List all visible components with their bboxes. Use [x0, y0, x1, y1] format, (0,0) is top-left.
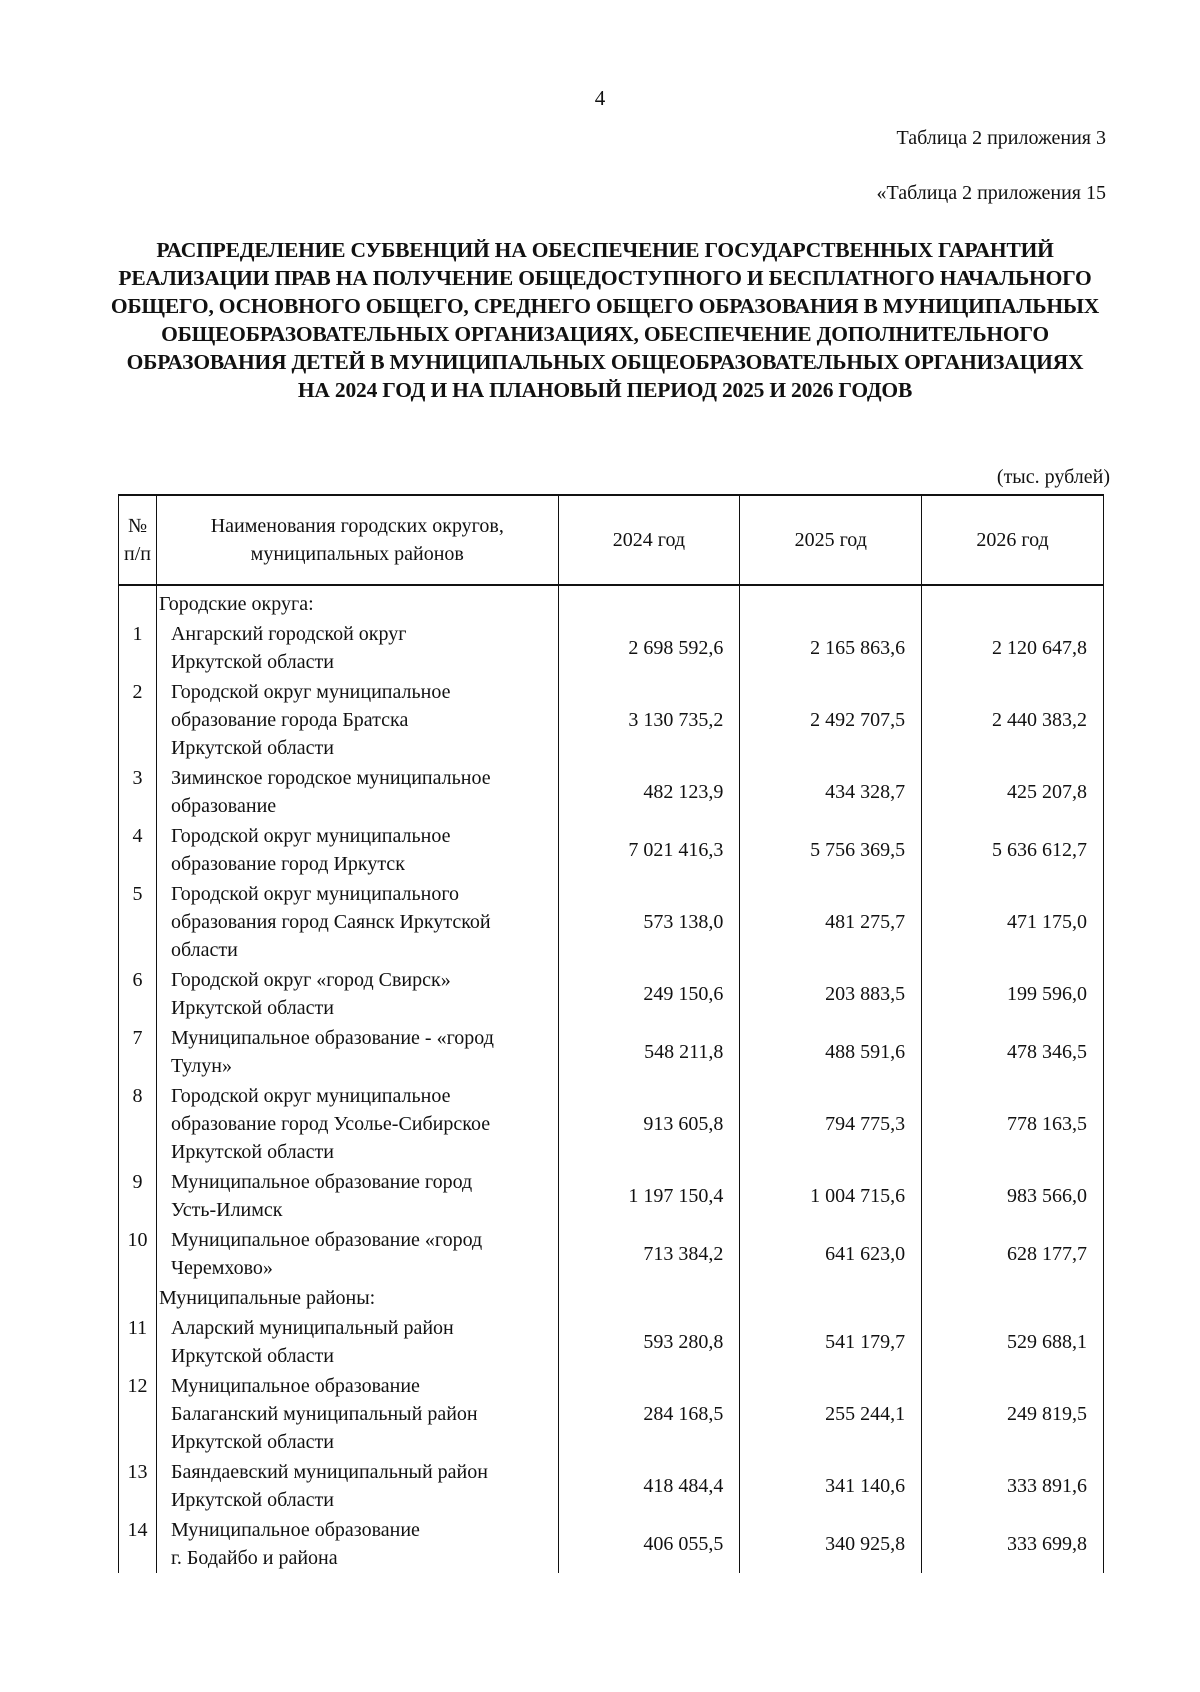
row-name-line: Ангарский городской округ: [170, 623, 407, 645]
row-name-line: образование города Братска: [170, 709, 409, 731]
row-number: 6: [119, 965, 157, 1023]
value-2025: 481 275,7: [740, 879, 922, 965]
row-name-line: Аларский муниципальный район: [170, 1317, 454, 1339]
column-header-name-line2: муниципальных районов: [250, 543, 464, 565]
table-row: [119, 619, 1104, 677]
value-2026: 478 346,5: [922, 1023, 1104, 1081]
table-row: [119, 1225, 1104, 1283]
table-row: [119, 1313, 1104, 1371]
row-number: 8: [119, 1081, 157, 1167]
value-2025: 255 244,1: [740, 1371, 922, 1457]
value-2025: 794 775,3: [740, 1081, 922, 1167]
row-name-line: образования город Саянск Иркутской: [170, 911, 491, 933]
table-row: [119, 1515, 1104, 1573]
column-header-number: [119, 495, 157, 585]
value-2025: 1 004 715,6: [740, 1167, 922, 1225]
group-label: Муниципальные районы:: [156, 1283, 558, 1313]
row-name: [156, 1023, 558, 1081]
value-2025: 2 492 707,5: [740, 677, 922, 763]
row-name-line: Иркутской области: [170, 651, 334, 673]
row-name-line: Баяндаевский муниципальный район: [170, 1461, 488, 1483]
row-name-line: Иркутской области: [170, 737, 334, 759]
value-2024: 406 055,5: [558, 1515, 740, 1573]
row-name-line: Городской округ «город Свирск»: [170, 969, 451, 991]
row-number: 10: [119, 1225, 157, 1283]
row-name: [156, 1371, 558, 1457]
table-row: [119, 763, 1104, 821]
row-name-line: г. Бодайбо и района: [170, 1547, 338, 1569]
column-header-number-line1: №: [127, 515, 148, 537]
table-row: [119, 879, 1104, 965]
row-name-line: Балаганский муниципальный район: [170, 1403, 478, 1425]
row-name: [156, 677, 558, 763]
value-2024: 2 698 592,6: [558, 619, 740, 677]
row-number: 1: [119, 619, 157, 677]
value-2025: 5 756 369,5: [740, 821, 922, 879]
value-2026: 983 566,0: [922, 1167, 1104, 1225]
table-row: [119, 677, 1104, 763]
page-number: 4: [594, 86, 606, 110]
row-name-line: Иркутской области: [170, 997, 334, 1019]
row-name-line: Иркутской области: [170, 1345, 334, 1367]
row-name: [156, 1515, 558, 1573]
value-2024: 3 130 735,2: [558, 677, 740, 763]
row-name: [156, 1457, 558, 1515]
value-2024: 418 484,4: [558, 1457, 740, 1515]
value-2024: 249 150,6: [558, 965, 740, 1023]
value-2026: 2 120 647,8: [922, 619, 1104, 677]
row-name: [156, 1167, 558, 1225]
table-row: [119, 1167, 1104, 1225]
value-2025: 541 179,7: [740, 1313, 922, 1371]
appendix-reference: Таблица 2 приложения 3: [896, 127, 1106, 149]
value-2024: 573 138,0: [558, 879, 740, 965]
value-2026: 2 440 383,2: [922, 677, 1104, 763]
row-number: 9: [119, 1167, 157, 1225]
row-name-line: Городской округ муниципальное: [170, 681, 451, 703]
row-name-line: Муниципальное образование «город: [170, 1229, 483, 1251]
row-name-line: Иркутской области: [170, 1489, 334, 1511]
value-2024: 284 168,5: [558, 1371, 740, 1457]
value-2026: 628 177,7: [922, 1225, 1104, 1283]
column-header-name: [156, 495, 558, 585]
row-name-line: Муниципальное образование: [170, 1519, 420, 1541]
value-2024: 593 280,8: [558, 1313, 740, 1371]
row-number: 13: [119, 1457, 157, 1515]
value-2024: 1 197 150,4: [558, 1167, 740, 1225]
row-name: [156, 879, 558, 965]
row-name: [156, 619, 558, 677]
row-name-line: Тулун»: [170, 1055, 232, 1077]
value-2025: 2 165 863,6: [740, 619, 922, 677]
value-2026: 5 636 612,7: [922, 821, 1104, 879]
group-row: [119, 585, 1104, 619]
row-number: 7: [119, 1023, 157, 1081]
document-title: РАСПРЕДЕЛЕНИЕ СУБВЕНЦИЙ НА ОБЕСПЕЧЕНИЕ ГОСУДАРСТВЕННЫХ ГАРАНТИЙ РЕАЛИЗАЦИИ ПРАВ НА ПОЛУЧЕНИЕ ОБЩЕДОСТУПНОГО И БЕСПЛАТНОГО НАЧАЛЬНОГО ОБЩЕГО, ОСНОВНОГО ОБЩЕГО, СРЕДНЕГО ОБЩЕГО ОБРАЗОВАНИЯ В МУНИЦИПАЛЬНЫХ ОБЩЕОБРАЗОВАТЕЛЬНЫХ ОРГАНИЗАЦИЯХ, ОБЕСПЕЧЕНИЕ ДОПОЛНИТЕЛЬНОГО ОБРАЗОВАНИЯ ДЕТЕЙ В МУНИЦИПАЛЬНЫХ ОБЩЕОБРАЗОВАТЕЛЬНЫХ ОРГАНИЗАЦИЯХ НА 2024 ГОД И НА ПЛАНОВЫЙ ПЕРИОД 2025 И 2026 ГОДОВ: [110, 238, 1100, 402]
row-number: 5: [119, 879, 157, 965]
column-header-2026: 2026 год: [922, 495, 1104, 585]
value-2024: 913 605,8: [558, 1081, 740, 1167]
value-2024: 548 211,8: [558, 1023, 740, 1081]
value-2025: 641 623,0: [740, 1225, 922, 1283]
row-name-line: образование город Иркутск: [170, 853, 405, 875]
table-header-row: [119, 495, 1104, 585]
row-number: 4: [119, 821, 157, 879]
value-2025: 203 883,5: [740, 965, 922, 1023]
row-name-line: образование: [170, 795, 277, 817]
row-name: [156, 1081, 558, 1167]
table-row: [119, 1081, 1104, 1167]
value-2025: 341 140,6: [740, 1457, 922, 1515]
value-2024: 7 021 416,3: [558, 821, 740, 879]
group-label: Городские округа:: [156, 585, 558, 619]
column-header-2024: 2024 год: [558, 495, 740, 585]
row-name-line: Усть-Илимск: [170, 1199, 283, 1221]
group-row: [119, 1283, 1104, 1313]
value-2026: 778 163,5: [922, 1081, 1104, 1167]
row-name-line: Зиминское городское муниципальное: [170, 767, 491, 789]
row-name: [156, 763, 558, 821]
value-2026: 199 596,0: [922, 965, 1104, 1023]
value-2026: 425 207,8: [922, 763, 1104, 821]
column-header-2025: 2025 год: [740, 495, 922, 585]
row-name-line: Городской округ муниципальное: [170, 1085, 451, 1107]
row-number: 3: [119, 763, 157, 821]
table-row: [119, 965, 1104, 1023]
row-name-line: Муниципальное образование город: [170, 1171, 473, 1193]
row-name: [156, 965, 558, 1023]
value-2026: 471 175,0: [922, 879, 1104, 965]
row-name: [156, 1225, 558, 1283]
column-header-name-line1: Наименования городских округов,: [210, 515, 504, 537]
value-2025: 434 328,7: [740, 763, 922, 821]
row-name-line: области: [170, 939, 238, 961]
table-body: [119, 585, 1104, 1573]
table-row: [119, 821, 1104, 879]
row-number: 14: [119, 1515, 157, 1573]
row-name-line: Городской округ муниципальное: [170, 825, 451, 847]
table-row: [119, 1457, 1104, 1515]
row-name-line: образование город Усолье-Сибирское: [170, 1113, 491, 1135]
value-2025: 488 591,6: [740, 1023, 922, 1081]
value-2026: 333 699,8: [922, 1515, 1104, 1573]
table-row: [119, 1023, 1104, 1081]
row-name-line: Муниципальное образование: [170, 1375, 420, 1397]
row-name-line: Городской округ муниципального: [170, 883, 460, 905]
allocation-table: [118, 494, 1104, 1573]
row-name-line: Черемхово»: [170, 1257, 273, 1279]
value-2024: 713 384,2: [558, 1225, 740, 1283]
units-label: (тыс. рублей): [996, 466, 1110, 488]
row-number: 12: [119, 1371, 157, 1457]
row-name: [156, 1313, 558, 1371]
row-number: 2: [119, 677, 157, 763]
row-name: [156, 821, 558, 879]
appendix-reference-previous: «Таблица 2 приложения 15: [876, 182, 1106, 204]
value-2026: 333 891,6: [922, 1457, 1104, 1515]
row-name-line: Муниципальное образование - «город: [170, 1027, 494, 1049]
table-row: [119, 1371, 1104, 1457]
row-name-line: Иркутской области: [170, 1141, 334, 1163]
row-number: 11: [119, 1313, 157, 1371]
row-name-line: Иркутской области: [170, 1431, 334, 1453]
column-header-number-line2: п/п: [124, 543, 151, 565]
value-2026: 249 819,5: [922, 1371, 1104, 1457]
value-2026: 529 688,1: [922, 1313, 1104, 1371]
value-2024: 482 123,9: [558, 763, 740, 821]
value-2025: 340 925,8: [740, 1515, 922, 1573]
